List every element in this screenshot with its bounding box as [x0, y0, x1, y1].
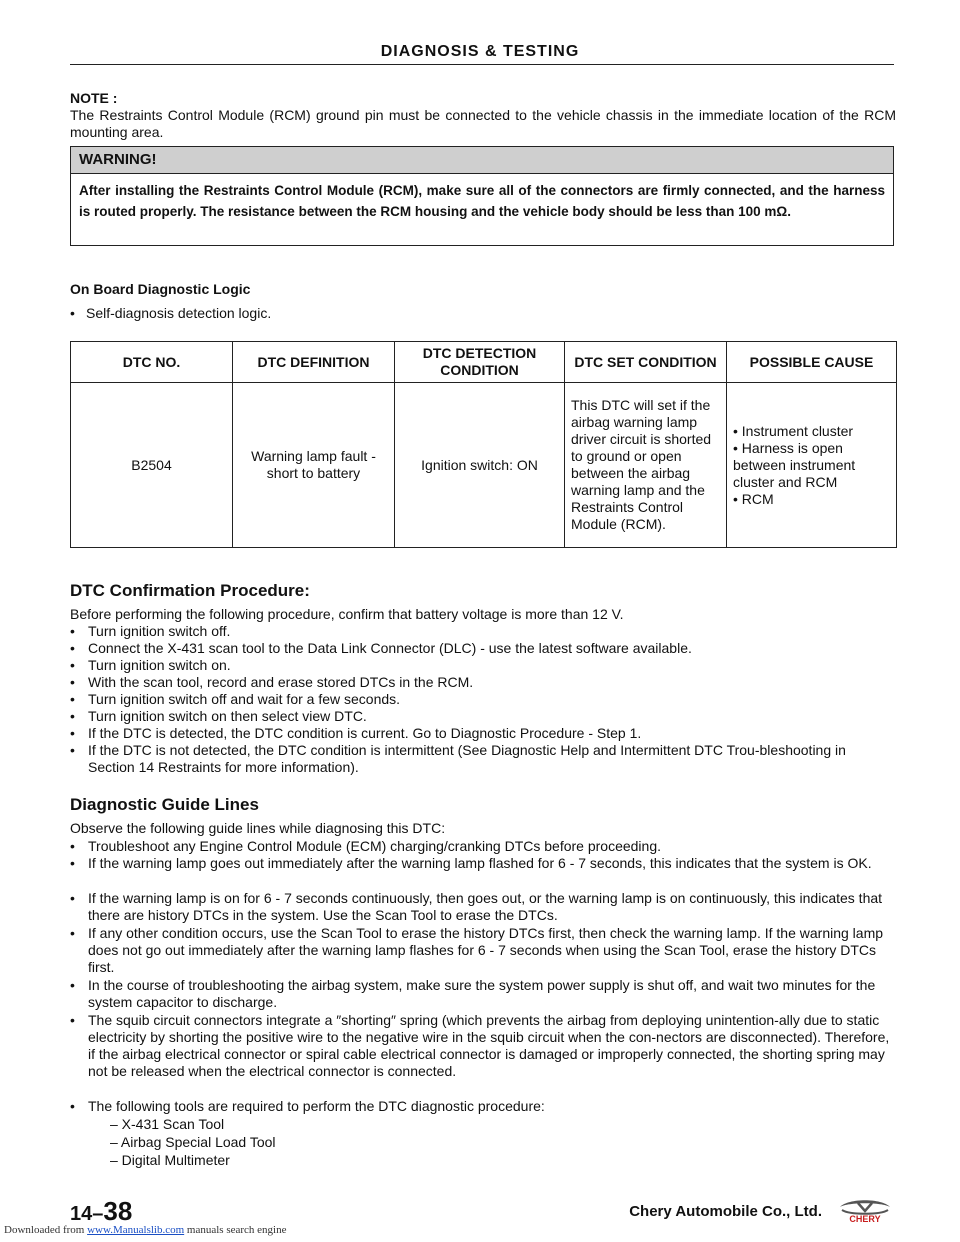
tool-item: – X-431 Scan Tool	[110, 1116, 225, 1132]
list-item: • Turn ignition switch on.	[70, 657, 231, 673]
confirmation-intro: Before performing the following procedure, confirm that battery voltage is more than 12 V.	[70, 606, 624, 622]
list-item: • If the warning lamp goes out immediately after the warning lamp flashed for 6 - 7 seconds, this indicates that the system is OK.	[70, 855, 872, 871]
bullet-icon: •	[70, 742, 75, 758]
list-item: • If any other condition occurs, use the Scan Tool to erase the history DTCs first, then check the warning lamp. If the warning lamp does not go out immediately after the warning lamp flashes for 6 - 7 seconds when using the Scan Tool, erase the history DTCs first.	[70, 925, 884, 975]
list-item: • The following tools are required to perform the DTC diagnostic procedure:	[70, 1098, 545, 1114]
warning-title: WARNING!	[71, 147, 893, 174]
guidelines-intro: Observe the following guide lines while diagnosing this DTC:	[70, 820, 446, 836]
list-item: • If the warning lamp is on for 6 - 7 seconds continuously, then goes out, or the warning lamp is on continuously, this indicates that there are history DTCs in the system. Use the Scan Tool to erase the DTCs.	[70, 890, 883, 923]
chery-logo-icon	[836, 1196, 894, 1224]
warning-box	[70, 146, 894, 246]
cause-item: • Instrument cluster	[733, 422, 854, 439]
list-item: • If the DTC is detected, the DTC condition is current. Go to Diagnostic Procedure - Step 1.	[70, 725, 642, 741]
download-note: Downloaded from www.Manualslib.com manuals search engine	[4, 1224, 287, 1236]
bullet-icon: •	[70, 925, 75, 941]
bullet-icon: •	[70, 674, 75, 690]
header-dtc-detection: DTC DETECTION CONDITION	[395, 342, 565, 383]
list-item: • In the course of troubleshooting the airbag system, make sure the system power supply is shut off, and wait two minutes for the system capacitor to discharge.	[70, 977, 876, 1010]
bullet-icon: •	[70, 855, 75, 871]
bullet-icon: •	[70, 1012, 75, 1028]
page-header-title: DIAGNOSIS & TESTING	[380, 43, 580, 60]
tool-item: – Airbag Special Load Tool	[110, 1134, 276, 1150]
page-number: 14–38	[70, 1196, 133, 1226]
manualslib-link[interactable]: www.Manualslib.com	[87, 1224, 185, 1236]
list-item: • With the scan tool, record and erase stored DTCs in the RCM.	[70, 674, 474, 690]
cell-dtc-detection: Ignition switch: ON	[395, 383, 565, 548]
logo-text: CHERY	[849, 1214, 881, 1224]
note-label: NOTE :	[70, 90, 118, 106]
cell-dtc-no: B2504	[71, 383, 233, 548]
bullet-icon: •	[70, 1098, 75, 1114]
header-dtc-set: DTC SET CONDITION	[565, 342, 727, 383]
bullet-icon: •	[70, 708, 75, 724]
guidelines-title: Diagnostic Guide Lines	[70, 795, 259, 814]
bullet-icon: •	[70, 623, 75, 639]
confirmation-title: DTC Confirmation Procedure:	[70, 581, 310, 600]
bullet-icon: •	[733, 439, 742, 456]
cell-dtc-definition: Warning lamp fault - short to battery	[233, 383, 395, 548]
bullet-icon: •	[733, 422, 742, 439]
list-item: • If the DTC is not detected, the DTC condition is intermittent (See Diagnostic Help and Intermittent DTC Trou-bleshooting in Section 14 Restraints for more information).	[70, 742, 846, 775]
header-dtc-no: DTC NO.	[71, 342, 233, 383]
obd-logic-text: Self-diagnosis detection logic.	[86, 305, 272, 321]
bullet-icon: •	[70, 838, 75, 854]
bullet-icon: •	[70, 640, 75, 656]
list-item: • Turn ignition switch on then select view DTC.	[70, 708, 367, 724]
note-text: The Restraints Control Module (RCM) ground pin must be connected to the vehicle chassis in the immediate location of the RCM mounting area.	[70, 107, 896, 140]
list-item: • Troubleshoot any Engine Control Module (ECM) charging/cranking DTCs before proceeding.	[70, 838, 661, 854]
cell-possible-cause	[727, 383, 897, 548]
dtc-table	[70, 341, 897, 548]
table-header-row	[71, 342, 897, 383]
cell-dtc-set: This DTC will set if the airbag warning lamp driver circuit is shorted to ground or open between the airbag warning lamp and the Restraints Control Module (RCM).	[565, 383, 727, 548]
table-row	[71, 383, 897, 548]
company-name: Chery Automobile Co., Ltd.	[629, 1203, 822, 1220]
obd-logic-item	[70, 305, 271, 322]
bullet-icon: •	[70, 691, 75, 707]
bullet-icon: •	[70, 890, 75, 906]
header-divider	[70, 64, 894, 65]
cause-item: • RCM	[733, 490, 774, 507]
list-item: • Connect the X-431 scan tool to the Data Link Connector (DLC) - use the latest software available.	[70, 640, 692, 656]
obd-logic-title: On Board Diagnostic Logic	[70, 281, 251, 297]
tool-item: – Digital Multimeter	[110, 1152, 230, 1168]
header-possible-cause: POSSIBLE CAUSE	[727, 342, 897, 383]
warning-text: After installing the Restraints Control Module (RCM), make sure all of the connectors are firmly connected, and the harness is routed properly. The resistance between the RCM housing and the vehicle body should be less than 100 mΩ.	[79, 183, 885, 219]
list-item: • The squib circuit connectors integrate a ″shorting″ spring (which prevents the airbag from deploying unintention-ally due to static electricity by shorting the positive wire to the negative wire in the squib circuit when the con-nectors are disconnected). Therefore, if the airbag electrical connector or spiral cable electrical connector is damaged or improperly connected, the shorting spring may not be released when the electrical connector is connected.	[70, 1012, 890, 1079]
bullet-icon: •	[70, 657, 75, 673]
bullet-icon: •	[70, 725, 75, 741]
list-item: • Turn ignition switch off.	[70, 623, 231, 639]
bullet-icon: •	[70, 977, 75, 993]
bullet-icon: •	[733, 490, 742, 507]
list-item: • Turn ignition switch off and wait for a few seconds.	[70, 691, 401, 707]
bullet-icon: •	[70, 305, 75, 321]
header-dtc-definition: DTC DEFINITION	[233, 342, 395, 383]
cause-item: • Harness is open between instrument cluster and RCM	[733, 439, 856, 490]
